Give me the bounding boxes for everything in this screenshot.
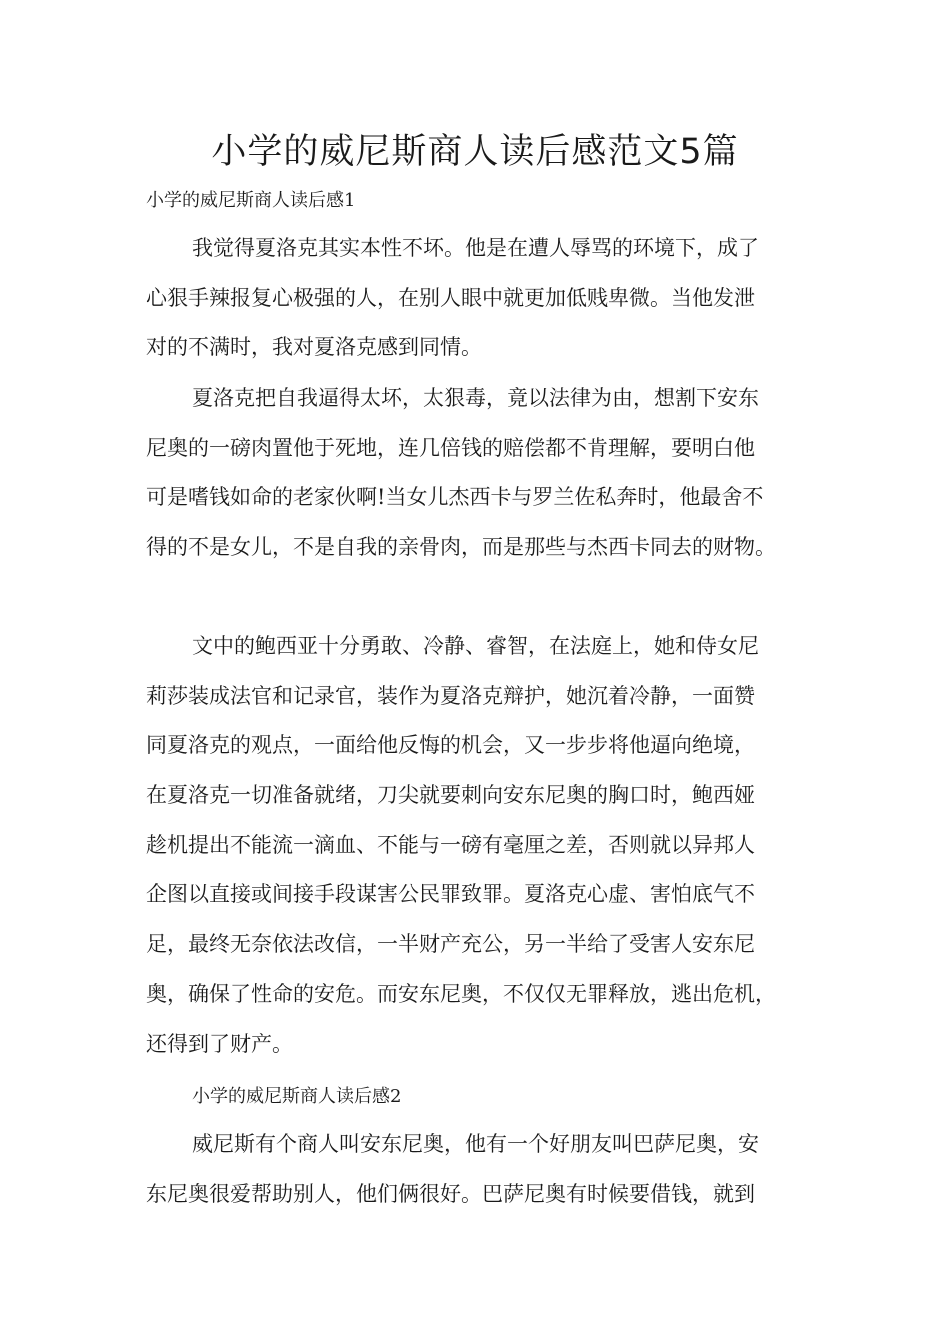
- paragraph-1: [146, 224, 828, 373]
- paragraph-line: 奥，确保了性命的安危。而安东尼奥，不仅仅无罪释放，逃出危机，: [146, 981, 776, 1006]
- paragraph-line: 文中的鲍西亚十分勇敢、冷静、睿智，在法庭上，她和侍女尼: [192, 634, 759, 658]
- paragraph-line: 尼奥的一磅肉置他于死地，连几倍钱的赔偿都不肯理解，要明白他: [146, 435, 755, 460]
- paragraph-line: 东尼奥很爱帮助别人，他们俩很好。巴萨尼奥有时候要借钱，就到: [146, 1181, 755, 1206]
- paragraph-line: 得的不是女儿，不是自我的亲骨肉，而是那些与杰西卡同去的财物。: [146, 535, 776, 560]
- paragraph-3: [146, 622, 828, 1069]
- document-title: 小学的威尼斯商人读后感范文5篇: [211, 132, 739, 172]
- paragraph-line: 企图以直接或间接手段谋害公民罪致罪。夏洛克心虚、害怕底气不: [146, 882, 755, 907]
- paragraph-line: 我觉得夏洛克其实本性不坏。他是在遭人辱骂的环境下，成了: [192, 236, 759, 260]
- paragraph-2: [146, 374, 828, 573]
- section-heading-1: 小学的威尼斯商人读后感1: [146, 190, 356, 211]
- paragraph-line: 同夏洛克的观点，一面给他反悔的机会，又一步步将他逼向绝境，: [146, 733, 755, 758]
- paragraph-line: 趁机提出不能流一滴血、不能与一磅有毫厘之差，否则就以异邦人: [146, 832, 755, 857]
- paragraph-line: 威尼斯有个商人叫安东尼奥，他有一个好朋友叫巴萨尼奥，安: [192, 1132, 759, 1156]
- paragraph-line: 足，最终无奈依法改信，一半财产充公，另一半给了受害人安东尼: [146, 932, 755, 957]
- paragraph-line: 夏洛克把自我逼得太坏，太狠毒，竟以法律为由，想割下安东: [192, 386, 759, 410]
- paragraph-line: 可是嗜钱如命的老家伙啊!当女儿杰西卡与罗兰佐私奔时，他最舍不: [146, 485, 764, 510]
- paragraph-line: 心狠手辣报复心极强的人，在别人眼中就更加低贱卑微。当他发泄: [146, 285, 755, 310]
- paragraph-line: 对的不满时，我对夏洛克感到同情。: [146, 335, 482, 360]
- paragraph-line: 莉莎装成法官和记录官，装作为夏洛克辩护，她沉着冷静，一面赞: [146, 683, 755, 708]
- paragraph-line: 在夏洛克一切准备就绪，刀尖就要刺向安东尼奥的胸口时，鲍西娅: [146, 783, 755, 808]
- paragraph-4: [146, 1120, 828, 1219]
- section-heading-2: 小学的威尼斯商人读后感2: [192, 1086, 402, 1107]
- paragraph-line: 还得到了财产。: [146, 1031, 293, 1056]
